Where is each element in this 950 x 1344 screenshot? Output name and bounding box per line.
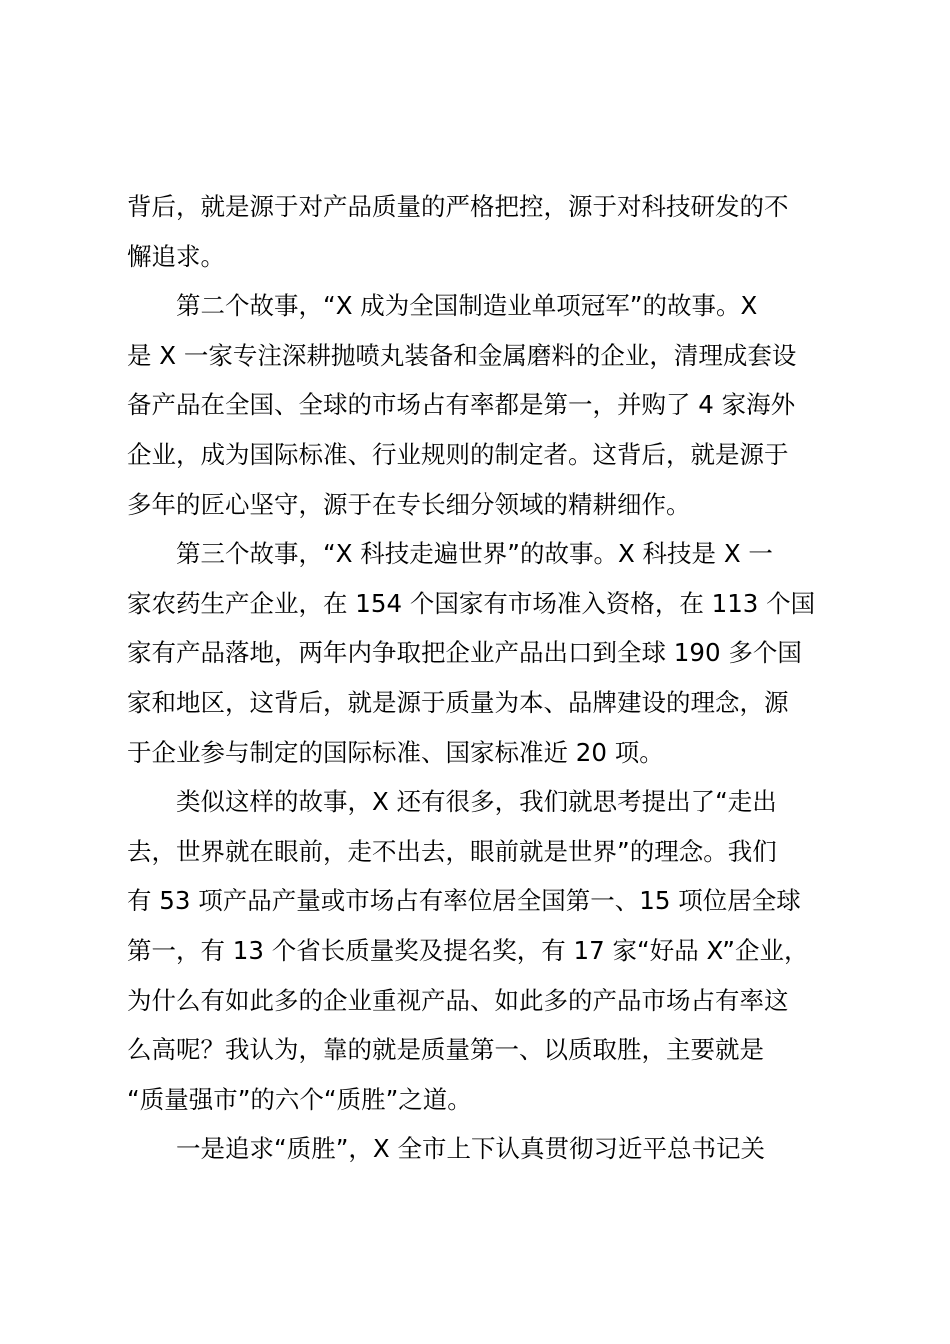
text-line: 家有产品落地，两年内争取把企业产品出口到全球 190 多个国	[127, 638, 802, 668]
body-text	[127, 182, 839, 1174]
text-line: 第一，有 13 个省长质量奖及提名奖，有 17 家“好品 X”企业，	[127, 935, 809, 965]
text-line: 去，世界就在眼前，走不出去，眼前就是世界”的理念。我们	[127, 836, 777, 866]
text-line: 第三个故事，“X 科技走遍世界”的故事。X 科技是 X 一	[127, 539, 773, 569]
text-line: 一是追求“质胜”，X 全市上下认真贯彻习近平总书记关	[127, 1134, 765, 1164]
text-line: 家和地区，这背后，就是源于质量为本、品牌建设的理念，源	[127, 687, 789, 717]
text-line: “质量强市”的六个“质胜”之道。	[127, 1084, 472, 1114]
text-line: 多年的匠心坚守，源于在专长细分领域的精耕细作。	[127, 489, 691, 519]
text-line: 备产品在全国、全球的市场占有率都是第一，并购了 4 家海外	[127, 390, 796, 420]
text-line: 是 X 一家专注深耕抛喷丸装备和金属磨料的企业，清理成套设	[127, 340, 797, 370]
text-line: 有 53 项产品产量或市场占有率位居全国第一、15 项位居全球	[127, 886, 801, 916]
text-line: 为什么有如此多的企业重视产品、如此多的产品市场占有率这	[127, 985, 789, 1015]
text-line: 背后，就是源于对产品质量的严格把控，源于对科技研发的不	[127, 192, 789, 221]
text-line: 于企业参与制定的国际标准、国家标准近 20 项。	[127, 737, 664, 767]
text-line: 类似这样的故事，X 还有很多，我们就思考提出了“走出	[127, 787, 777, 817]
text-line: 么高呢？我认为，靠的就是质量第一、以质取胜，主要就是	[127, 1035, 764, 1065]
text-line: 第二个故事，“X 成为全国制造业单项冠军”的故事。X	[127, 291, 758, 321]
text-line: 家农药生产企业，在 154 个国家有市场准入资格，在 113 个国	[127, 588, 816, 618]
text-line: 懈追求。	[127, 241, 225, 271]
text-line: 企业，成为国际标准、行业规则的制定者。这背后，就是源于	[127, 439, 789, 469]
